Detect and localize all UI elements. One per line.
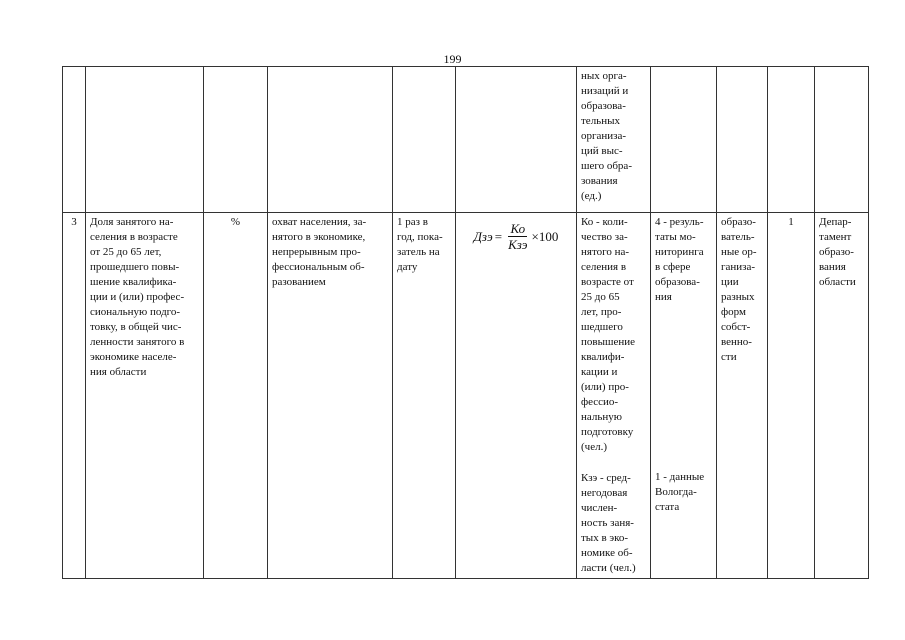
formula — [456, 213, 577, 579]
cell-count — [768, 67, 815, 213]
formula-multiplier: ×100 — [531, 229, 559, 244]
periodicity: 1 раз в год, пока- затель на дату — [393, 213, 456, 579]
indicator-table — [62, 66, 869, 579]
unit: % — [204, 213, 268, 579]
formula-fraction — [506, 221, 529, 252]
respondents: образо- ватель- ные ор- ганиза- ции разных форм собст- венно- сти — [717, 213, 768, 579]
formula-expression — [460, 221, 572, 252]
cell-definition — [268, 67, 393, 213]
table-row-continuation — [63, 67, 869, 213]
formula-lhs: Дзэ — [473, 229, 493, 244]
definition: охват населения, за- нятого в экономике, непрерывным про- фессиональным об- разованием — [268, 213, 393, 579]
cell-responsible — [815, 67, 869, 213]
cell-periodicity — [393, 67, 456, 213]
variables-continuation-text: ных орга- низаций и образова- тельных организа- ций выс- шего обра- зования (ед.) — [581, 70, 632, 202]
cell-respondents — [717, 67, 768, 213]
collection-method — [651, 213, 717, 579]
method-vologdastat: 1 - данные Вологда- стата — [655, 471, 705, 513]
cell-unit — [204, 67, 268, 213]
cell-formula — [456, 67, 577, 213]
variable-ko: Ко - коли- чество за- нятого на- селения в возрасте от 25 до 65 лет, про- шедшего повышение квалифи- кации и (или) про- фессио- нальную подготовку (чел.) — [581, 216, 635, 453]
cell-variables — [577, 67, 651, 213]
page-number: 199 — [443, 52, 462, 66]
cell-method — [651, 67, 717, 213]
responsible: Депар- тамент образо- вания области — [815, 213, 869, 579]
cell-num — [63, 67, 86, 213]
formula-equals: = — [494, 229, 503, 244]
indicator-name: Доля занятого на- селения в возрасте от 25 до 65 лет, прошедшего повы- шение квалифика- ции и (или) профес- сиональную подго- товку, в общей чис- ленности занятого в экономике населе- ния области — [86, 213, 204, 579]
method-monitoring: 4 - резуль- таты мо- ниторинга в сфере образова- ния — [655, 216, 704, 303]
formula-denominator: Кзэ — [508, 237, 528, 252]
cell-indicator — [86, 67, 204, 213]
formula-numerator: Ко — [510, 221, 526, 236]
count: 1 — [768, 213, 815, 579]
table-row-3 — [63, 213, 869, 579]
variables — [577, 213, 651, 579]
variable-kze: Кзэ - сред- негодовая числен- ность заня- тых в эко- номике об- ласти (чел.) — [581, 472, 636, 574]
row-number: 3 — [63, 213, 86, 579]
